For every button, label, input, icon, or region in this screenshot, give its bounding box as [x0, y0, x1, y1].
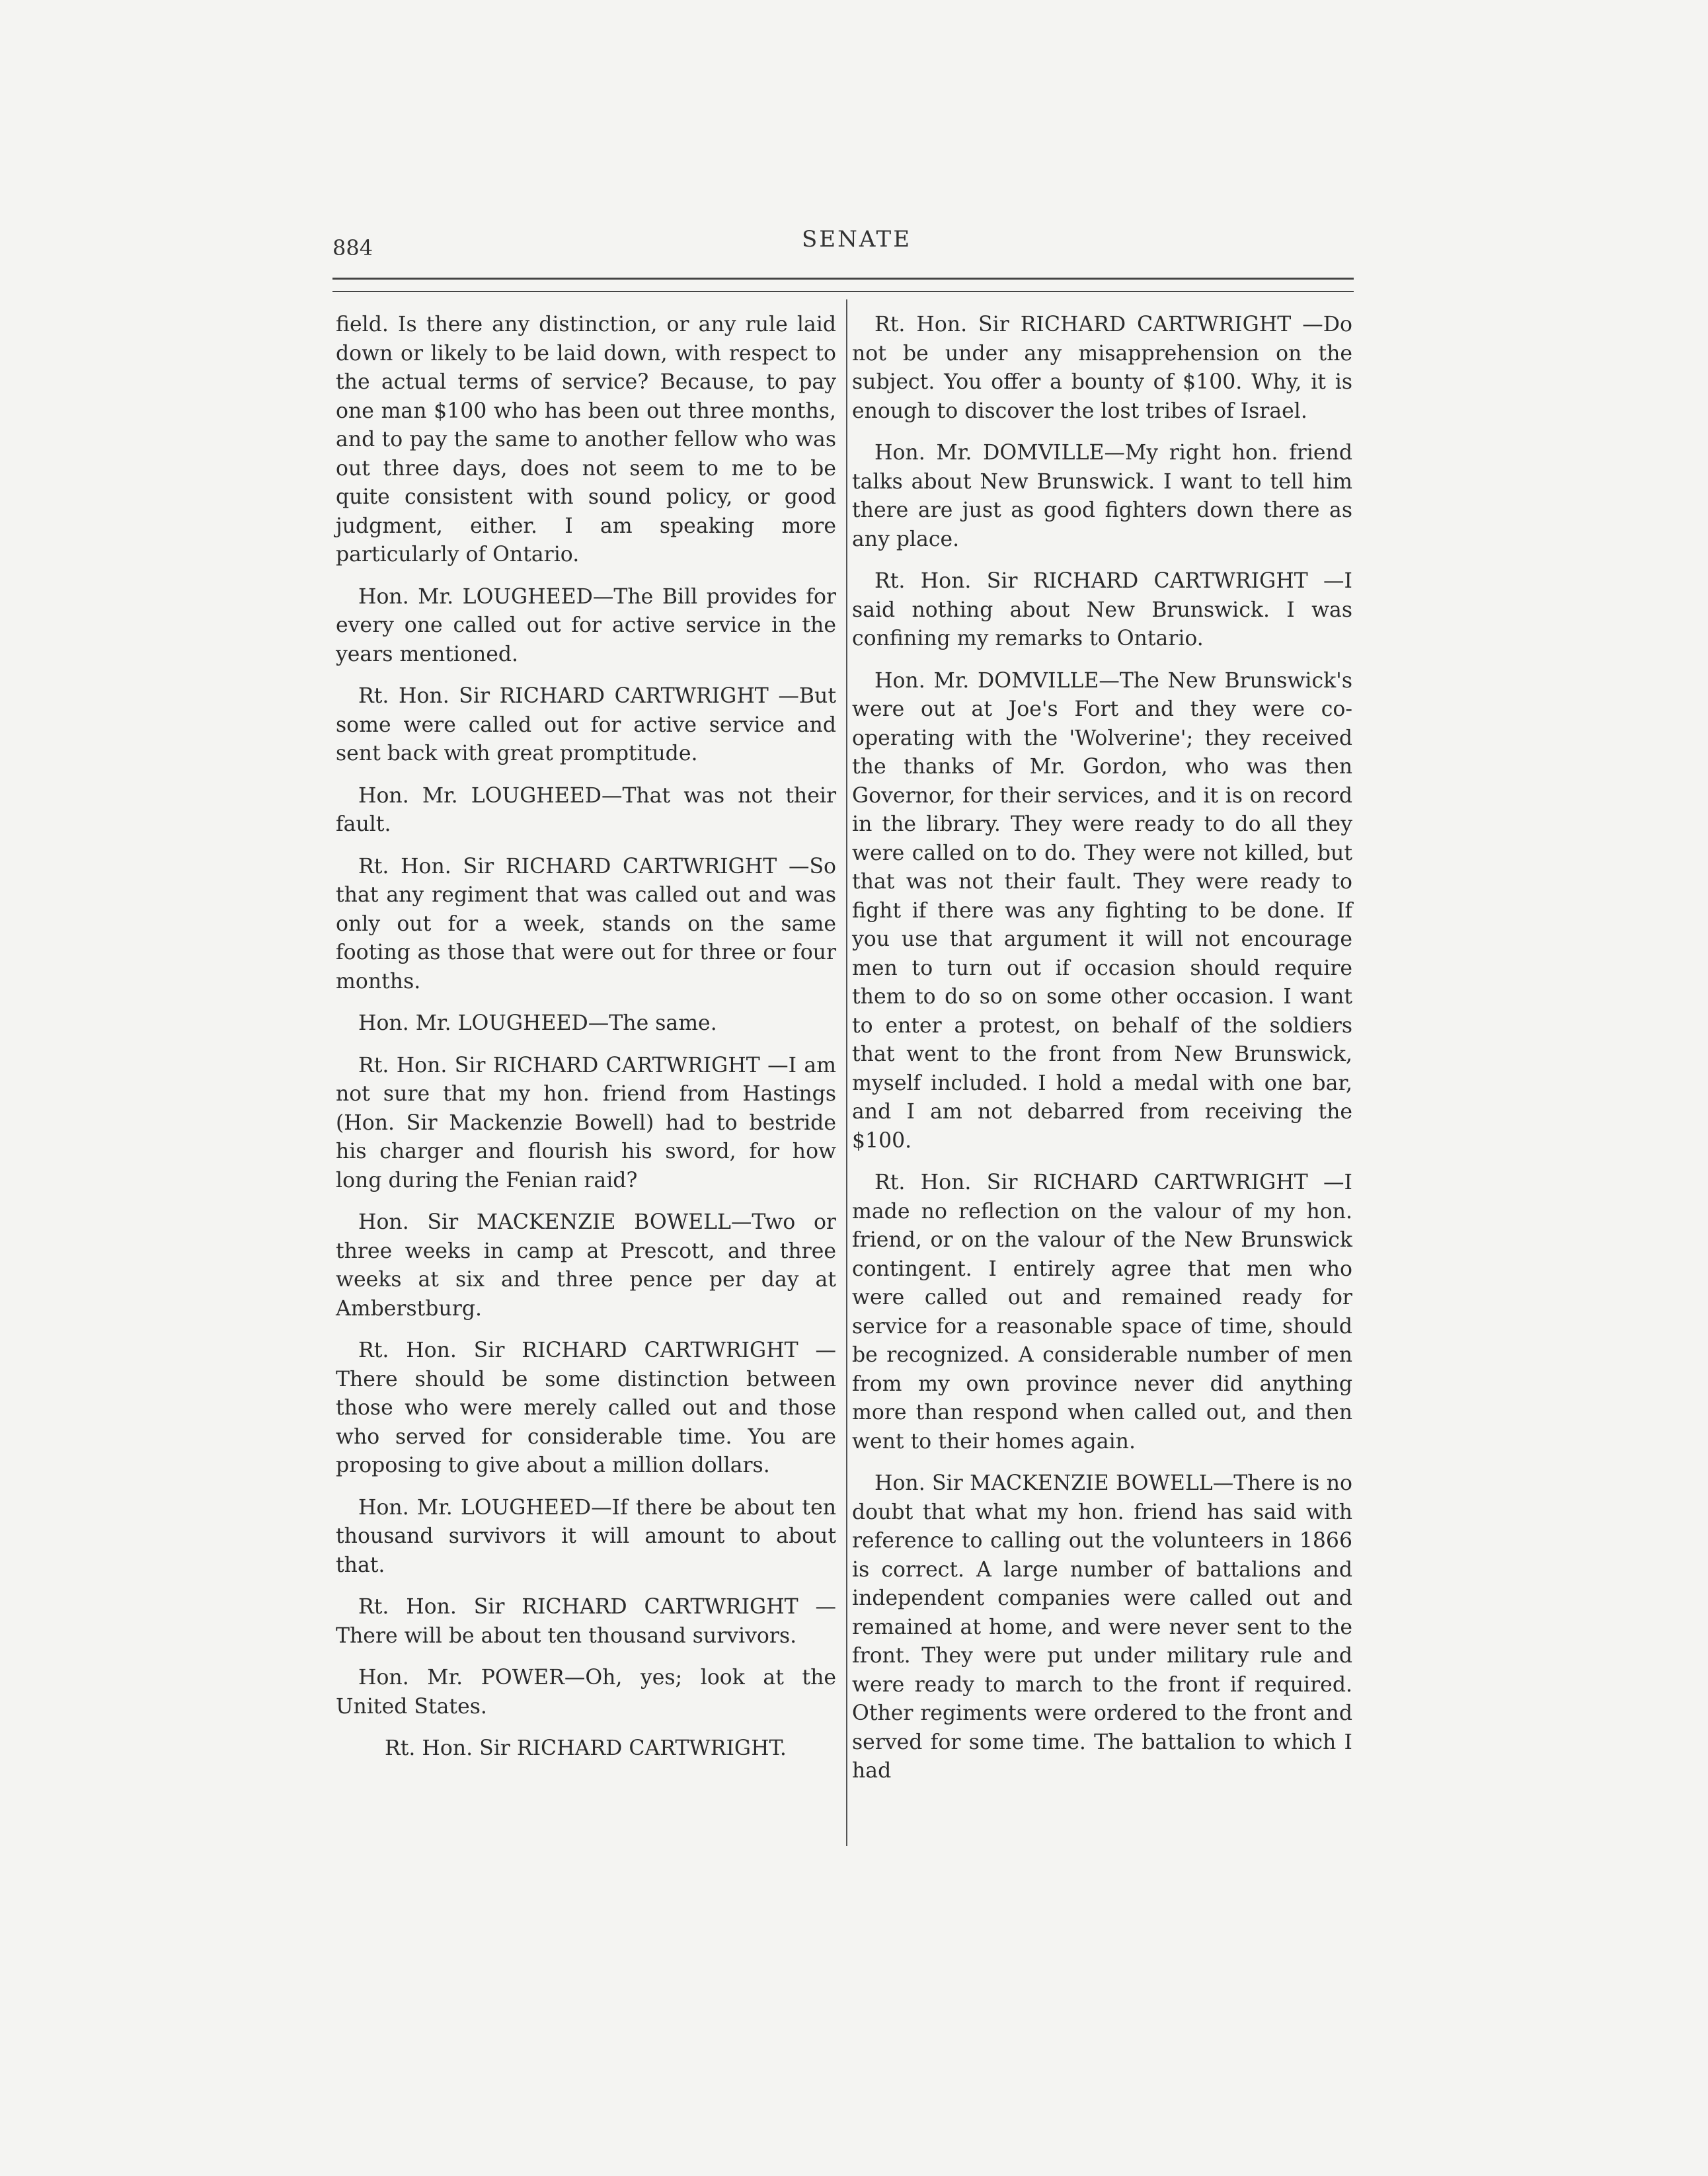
speech-paragraph: Rt. Hon. Sir RICHARD CARTWRIGHT —So that any regiment that was called out and was only out for a week, stands on the same footing as those that were out for three or four months.: [336, 854, 836, 993]
speech-paragraph: Hon. Mr. DOMVILLE—My right hon. friend talks about New Brunswick. I want to tell him there are just as good fighters down there as any place.: [852, 441, 1352, 551]
right-column: [852, 311, 1352, 1799]
header-rule-top: [332, 278, 1354, 280]
header-rule-bottom: [332, 291, 1354, 292]
speech-paragraph: Hon. Mr. LOUGHEED—If there be about ten thousand survivors it will amount to about that.: [336, 1495, 836, 1577]
paragraph-continued: field. Is there any distinction, or any rule laid down or likely to be laid down, with respect to the actual terms of service? Because, to pay one man $100 who has been out three months, and to pay the same to another fellow who was out three days, does not seem to me to be quite consistent with sound policy, or good judgment, either. I am speaking more particularly of Ontario.: [336, 313, 836, 566]
speech-paragraph: Hon. Mr. POWER—Oh, yes; look at the United States.: [336, 1666, 836, 1719]
speech-paragraph: Rt. Hon. Sir RICHARD CARTWRIGHT —I am not sure that my hon. friend from Hastings (Hon. Sir Mackenzie Bowell) had to bestride his charger and flourish his sword, for how long during the Fenian raid?: [336, 1053, 836, 1192]
column-divider: [846, 299, 847, 1846]
speech-paragraph: Hon. Mr. DOMVILLE—The New Brunswick's were out at Joe's Fort and they were co-operating with the 'Wolverine'; they received the thanks of Mr. Gordon, who was then Governor, for their services, and it is on record in the library. They were ready to do all they were called on to do. They were not killed, but that was not their fault. They were ready to fight if there was any fighting to be done. If you use that argument it will not encourage men to turn out if occasion should require them to do so on some other occasion. I want to enter a protest, on behalf of the soldiers that went to the front from New Brunswick, myself included. I hold a medal with one bar, and I am not debarred from receiving the $100.: [852, 668, 1352, 1153]
speech-paragraph: Hon. Mr. LOUGHEED—The Bill provides for every one called out for active service in the years mentioned.: [336, 584, 836, 666]
speaker-attribution-continued: Rt. Hon. Sir RICHARD CARTWRIGHT.: [385, 1736, 787, 1760]
speech-paragraph: Hon. Sir MACKENZIE BOWELL—There is no doubt that what my hon. friend has said with reference to calling out the volunteers in 1866 is correct. A large number of battalions and independent companies were called out and remained at home, and were never sent to the front. They were put under military rule and were ready to march to the front if required. Other regiments were ordered to the front and served for some time. The battalion to which I had: [852, 1471, 1352, 1783]
speech-paragraph: Rt. Hon. Sir RICHARD CARTWRIGHT —I made no reflection on the valour of my hon. friend, or on the valour of the New Brunswick contingent. I entirely agree that men who were called out and remained ready for service for a reasonable space of time, should be recognized. A considerable number of men from my own province never did anything more than respond when called out, and then went to their homes again.: [852, 1171, 1352, 1454]
speech-paragraph: Rt. Hon. Sir RICHARD CARTWRIGHT —But some were called out for active service and sent back with great promptitude.: [336, 684, 836, 765]
speech-paragraph: Hon. Sir MACKENZIE BOWELL—Two or three weeks in camp at Prescott, and three weeks at six and three pence per day at Amberstburg.: [336, 1210, 836, 1321]
speech-paragraph: Rt. Hon. Sir RICHARD CARTWRIGHT —Do not be under any misapprehension on the subject. You offer a bounty of $100. Why, it is enough to discover the lost tribes of Israel.: [852, 313, 1352, 423]
speech-paragraph: Rt. Hon. Sir RICHARD CARTWRIGHT —There will be about ten thousand survivors.: [336, 1595, 836, 1648]
speech-paragraph: Rt. Hon. Sir RICHARD CARTWRIGHT —There should be some distinction between those who were merely called out and those who served for considerable time. You are proposing to give about a million dollars.: [336, 1339, 836, 1477]
page-number: 884: [332, 235, 373, 260]
running-head-title: SENATE: [802, 226, 912, 253]
speech-paragraph: Hon. Mr. LOUGHEED—The same.: [358, 1011, 717, 1035]
speech-paragraph: Hon. Mr. LOUGHEED—That was not their fault.: [336, 783, 836, 836]
left-column: [336, 311, 836, 1777]
speech-paragraph: Rt. Hon. Sir RICHARD CARTWRIGHT —I said nothing about New Brunswick. I was confining my remarks to Ontario.: [852, 569, 1352, 650]
